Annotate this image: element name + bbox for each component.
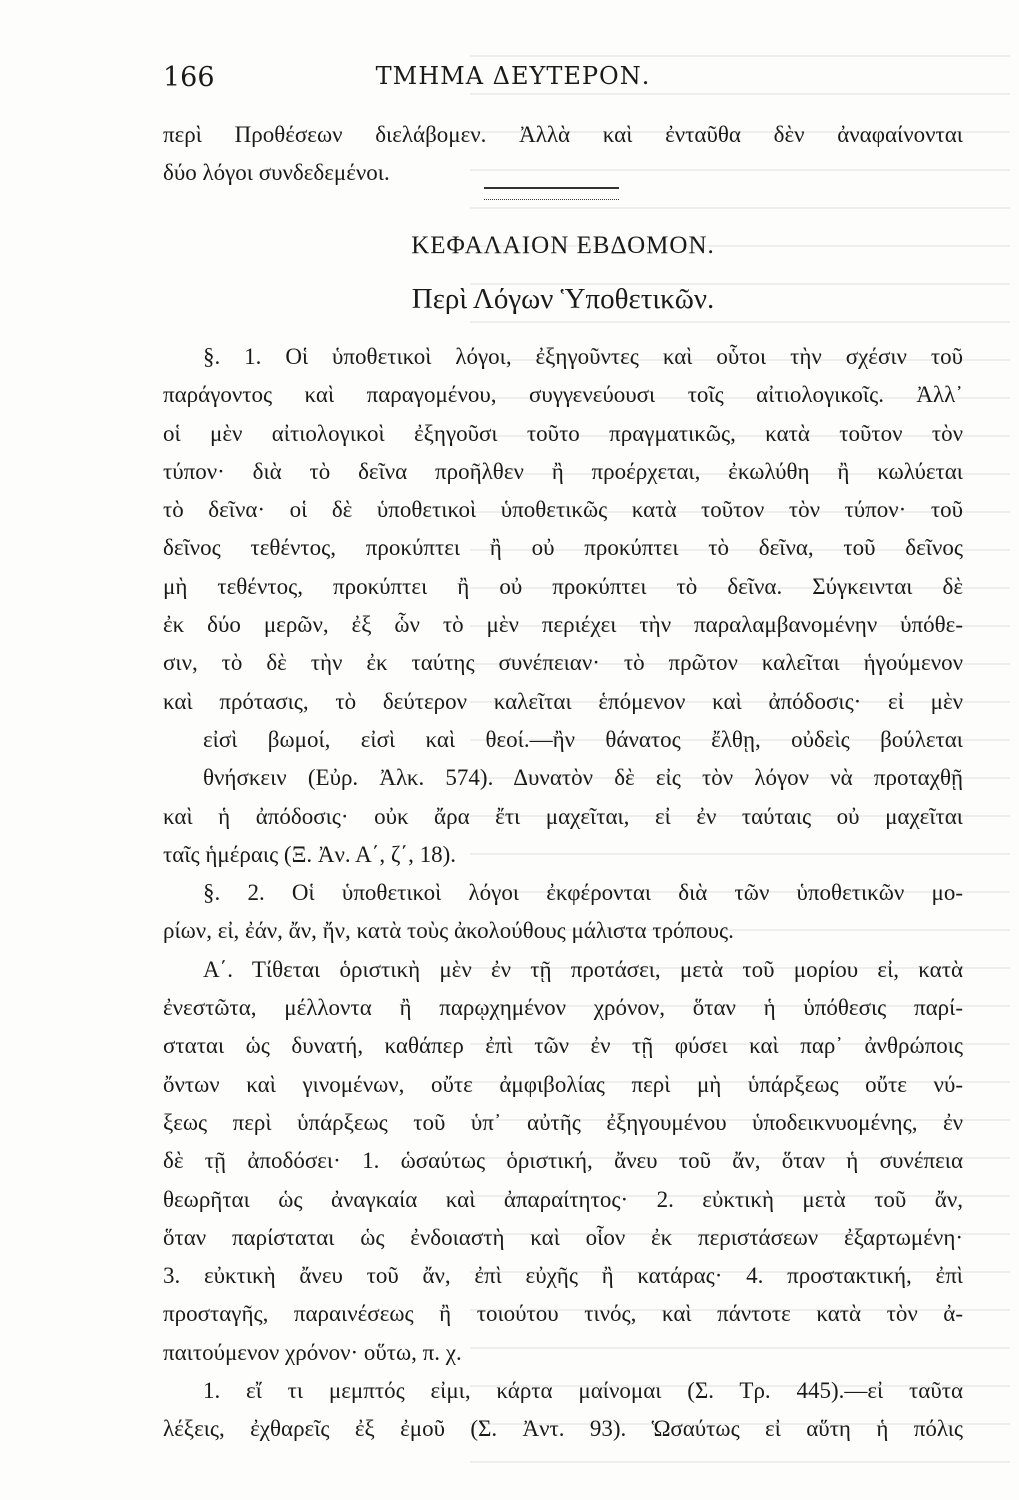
text-line: δύο λόγοι συνδεδεμένοι.	[163, 160, 390, 186]
text-line: δεῖνος τεθέντος, προκύπτει ἢ οὐ προκύπτει τὸ δεῖνα, τοῦ δεῖνος	[163, 535, 963, 561]
chapter-subtitle: Περὶ Λόγων Ὑποθετικῶν.	[411, 283, 715, 315]
text-line: τὸ δεῖνα· οἱ δὲ ὑποθετικοὶ ὑποθετικῶς κατὰ τοῦτον τὸν τύπον· τοῦ	[163, 497, 963, 523]
text-line: δὲ τῇ ἀποδόσει· 1. ὡσαύτως ὁριστική, ἄνευ τοῦ ἄν, ὅταν ἡ συνέπεια	[163, 1148, 963, 1174]
intro-paragraph	[163, 116, 963, 193]
chapter-heading: ΚΕΦΑΛΑΙΟΝ ΕΒΔΟΜΟΝ.	[411, 232, 715, 259]
text-line: παιτούμενον χρόνον· οὕτω, π. χ.	[163, 1339, 462, 1365]
text-line: εἰσὶ βωμοί, εἰσὶ καὶ θεοί.—ἢν θάνατος ἔλθῃ, οὐδεὶς βούλεται	[203, 726, 963, 752]
text-line: καὶ ἡ ἀπόδοσις· οὐκ ἄρα ἔτι μαχεῖται, εἰ ἐν ταύταις οὐ μαχεῖται	[163, 803, 963, 829]
text-line: σταται ὡς δυνατή, καθάπερ ἐπὶ τῶν ἐν τῇ φύσει καὶ παρ᾽ ἀνθρώποις	[163, 1033, 963, 1059]
text-line: θνήσκειν (Εὐρ. Ἀλκ. 574). Δυνατὸν δὲ εἰς τὸν λόγον νὰ προταχθῇ	[203, 765, 963, 791]
text-line: 3. εὐκτικὴ ἄνευ τοῦ ἄν, ἐπὶ εὐχῆς ἢ κατάρας· 4. προστακτική, ἐπὶ	[163, 1263, 963, 1289]
text-line: §. 2. Οἱ ὑποθετικοὶ λόγοι ἐκφέρονται διὰ τῶν ὑποθετικῶν μο-	[203, 880, 963, 906]
text-line: λέξεις, ἐχθαρεῖς ἐξ ἐμοῦ (Σ. Ἀντ. 93). Ὡσαύτως εἰ αὕτη ἡ πόλις	[163, 1416, 963, 1442]
text-line: 1. εἴ τι μεμπτός εἰμι, κάρτα μαίνομαι (Σ. Τρ. 445).—εἰ ταῦτα	[203, 1378, 963, 1404]
text-line: ὄντων καὶ γινομένων, οὔτε ἀμφιβολίας περὶ μὴ ὑπάρξεως οὔτε νύ-	[163, 1071, 963, 1097]
text-line: ἐνεστῶτα, μέλλοντα ἢ παρῳχημένον χρόνον, ὅταν ἡ ὑπόθεσις παρί-	[163, 995, 963, 1021]
text-line: παράγοντος καὶ παραγομένου, συγγενεύουσι τοῖς αἰτιολογικοῖς. Ἀλλ᾽	[163, 382, 963, 408]
text-line: τύπον· διὰ τὸ δεῖνα προῆλθεν ἢ προέρχεται, ἐκωλύθη ἢ κωλύεται	[163, 458, 963, 484]
text-line: σιν, τὸ δὲ τὴν ἐκ ταύτης συνέπειαν· τὸ πρῶτον καλεῖται ἡγούμενον	[163, 650, 963, 676]
text-line: μὴ τεθέντος, προκύπτει ἢ οὐ προκύπτει τὸ δεῖνα. Σύγκεινται δὲ	[163, 573, 963, 599]
text-line: Α΄. Τίθεται ὁριστικὴ μὲν ἐν τῇ προτάσει, μετὰ τοῦ μορίου εἰ, κατὰ	[203, 956, 963, 982]
section-divider	[484, 187, 619, 200]
text-line: ξεως περὶ ὑπάρξεως τοῦ ὑπ᾽ αὐτῆς ἐξηγουμένου ὑποδεικνυομένης, ἐν	[163, 1109, 963, 1135]
text-line: περὶ Προθέσεων διελάβομεν. Ἀλλὰ καὶ ἐνταῦθα δὲν ἀναφαίνονται	[163, 122, 963, 147]
text-line: οἱ μὲν αἰτιολογικοὶ ἐξηγοῦσι τοῦτο πραγματικῶς, κατὰ τοῦτον τὸν	[163, 420, 963, 446]
text-line: ταῖς ἡμέραις (Ξ. Ἀν. Α΄, ζ΄, 18).	[163, 841, 456, 867]
text-line: θεωρῆται ὡς ἀναγκαία καὶ ἀπαραίτητος· 2. εὐκτικὴ μετὰ τοῦ ἄν,	[163, 1186, 963, 1212]
text-line: ἐκ δύο μερῶν, ἐξ ὧν τὸ μὲν περιέχει τὴν παραλαμβανομένην ὑπόθε-	[163, 612, 963, 638]
running-head: ΤΜΗΜΑ ΔΕΥΤΕΡΟΝ.	[375, 62, 651, 90]
text-line: καὶ πρότασις, τὸ δεύτερον καλεῖται ἑπόμενον καὶ ἀπόδοσις· εἰ μὲν	[163, 688, 963, 714]
text-line: ὅταν παρίσταται ὡς ἐνδοιαστὴ καὶ οἷον ἐκ περιστάσεων ἐξαρτωμένη·	[163, 1224, 963, 1250]
text-line: §. 1. Οἱ ὑποθετικοὶ λόγοι, ἐξηγοῦντες καὶ οὗτοι τὴν σχέσιν τοῦ	[203, 344, 963, 369]
page-number: 166	[163, 62, 215, 93]
text-line: ρίων, εἰ, ἐάν, ἄν, ἤν, κατὰ τοὺς ἀκολούθους μάλιστα τρόπους.	[163, 918, 734, 944]
text-line: προσταγῆς, παραινέσεως ἢ τοιούτου τινός, καὶ πάντοτε κατὰ τὸν ἀ-	[163, 1301, 963, 1327]
chapter-body	[163, 338, 963, 1449]
page-header	[163, 62, 863, 102]
